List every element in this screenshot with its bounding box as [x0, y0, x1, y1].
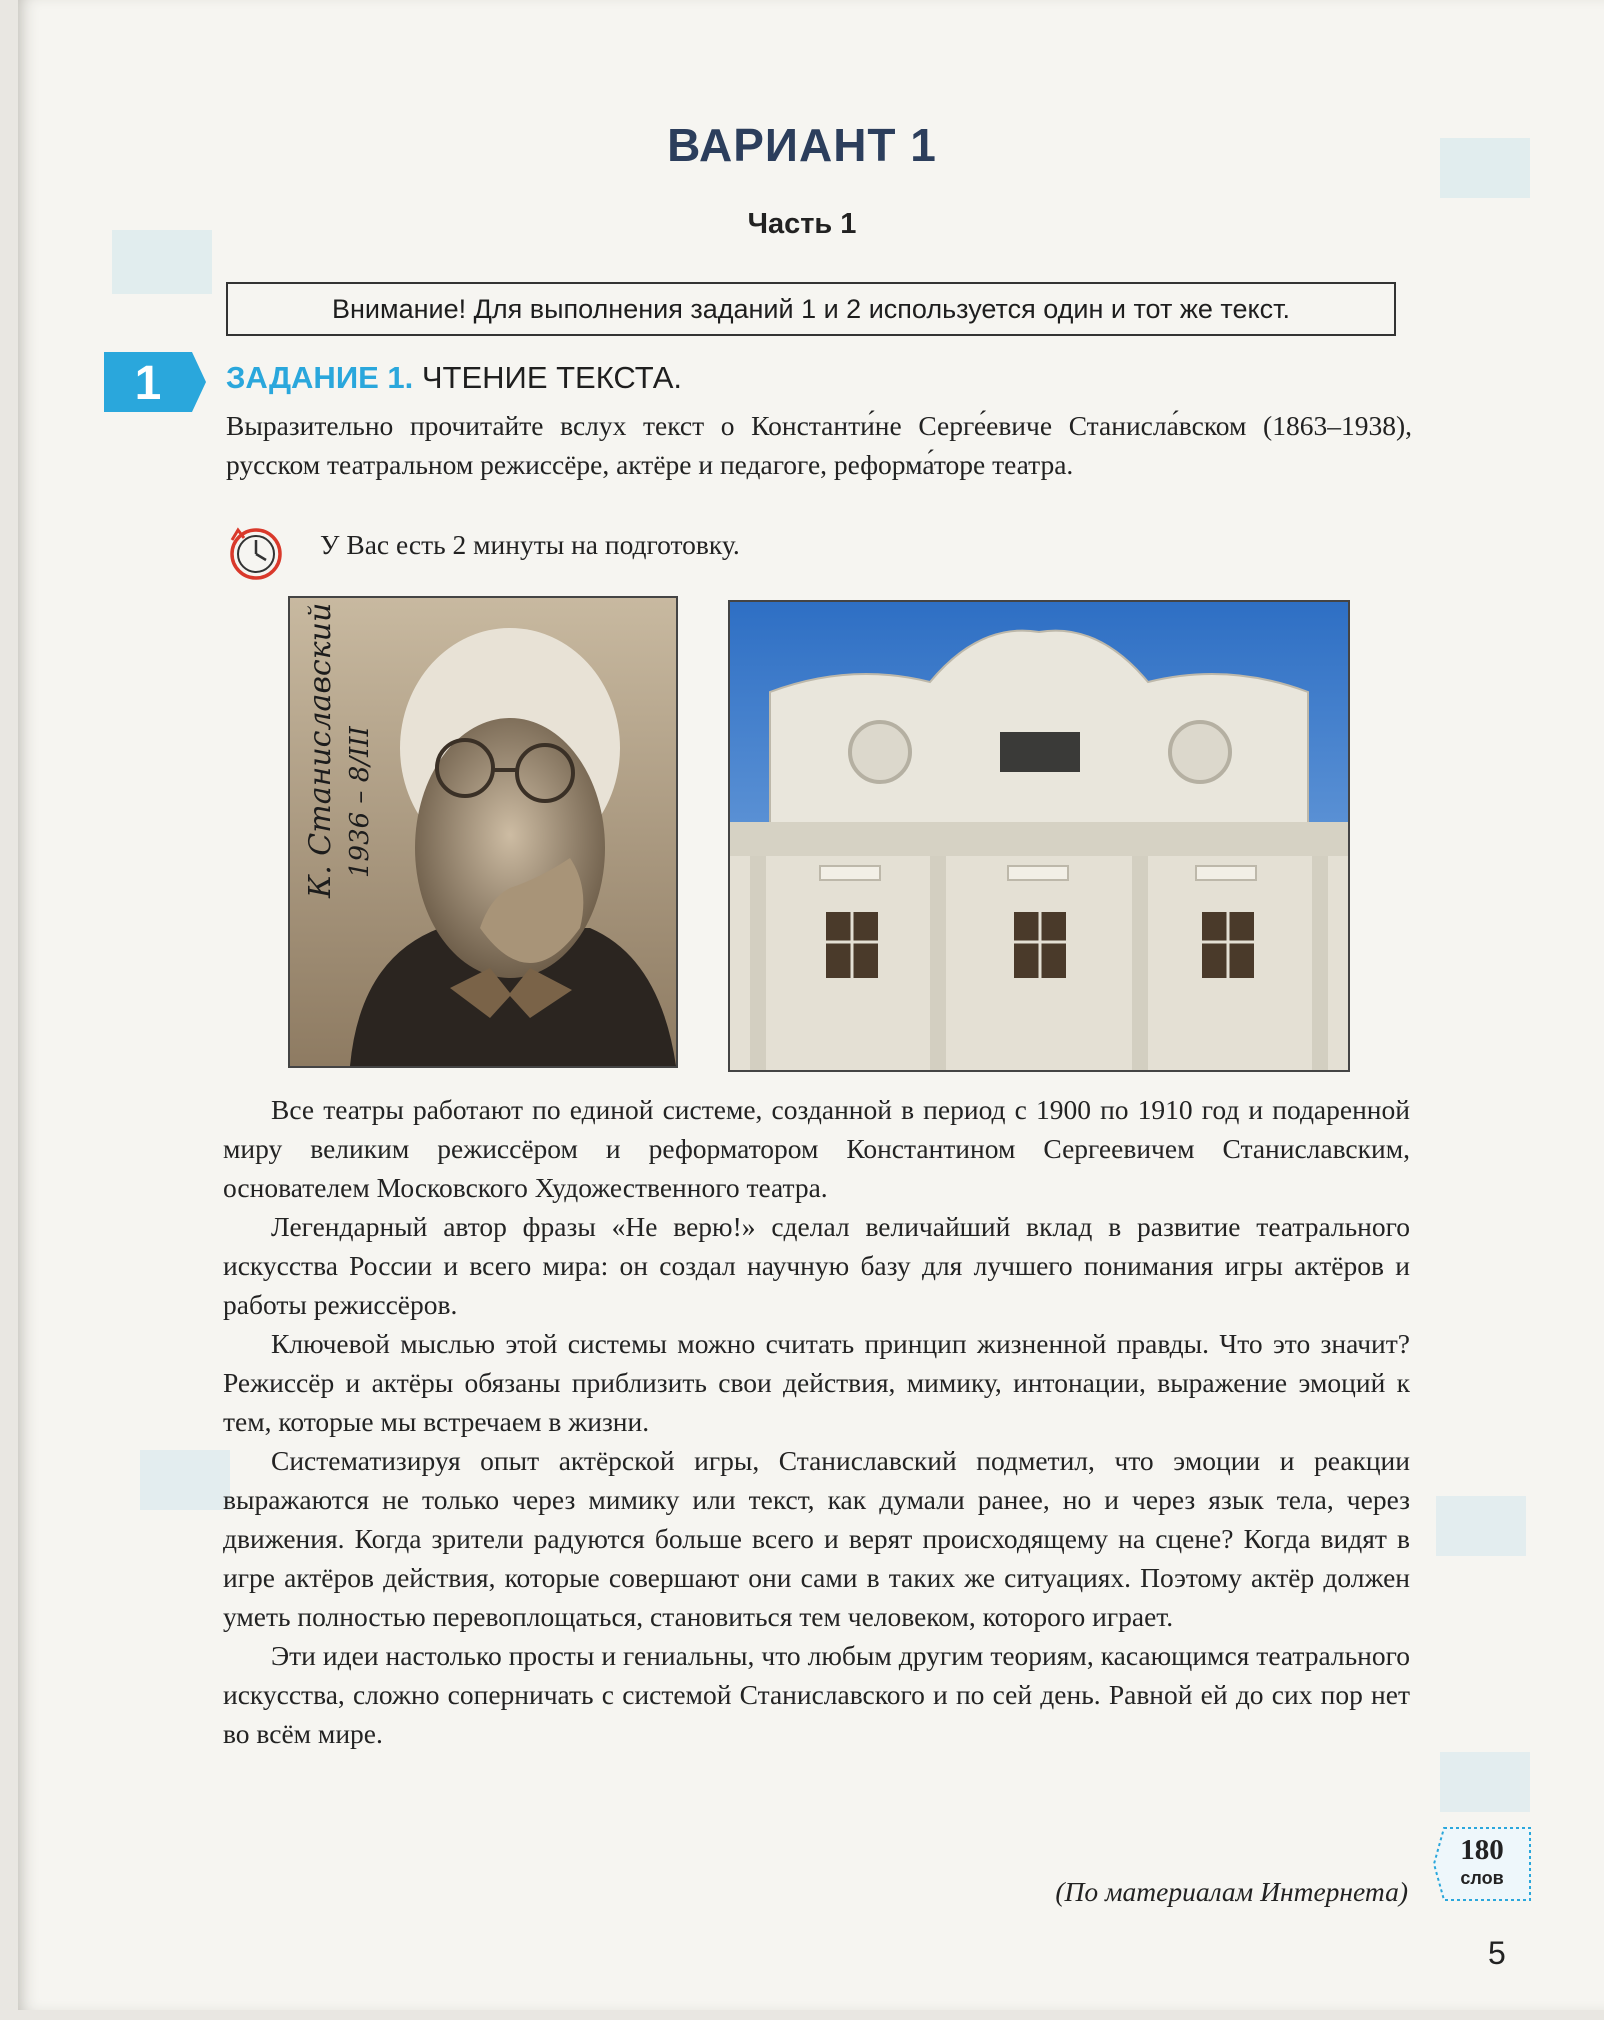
page-number: 5: [1488, 1935, 1506, 1971]
task-number-badge: [104, 352, 206, 412]
paragraph: Ключевой мыслью этой системы можно считать принцип жизненной правды. Что это значит? Режиссёр и актёры обязаны приблизить свои действия, мимику, интонации, выражение эмоций к тем, которые мы встречаем в жизни.: [223, 1328, 1410, 1437]
task-intro: Выразительно прочитайте вслух текст о Константи́не Серге́евиче Станисла́вском (1863–1938), русском театральном режиссёре, актёре и педагоге, реформа́торе театра.: [226, 410, 1412, 480]
theatre-facade-photo: [728, 600, 1350, 1072]
portrait-image: [290, 598, 676, 1066]
paragraph: Легендарный автор фразы «Не верю!» сделал величайший вклад в развитие театрального искусства России и всего мира: он создал научную базу для лучшего понимания игры актёров и работы режиссёров.: [223, 1211, 1410, 1320]
word-count-label: слов: [1460, 1868, 1504, 1888]
prep-time-text: У Вас есть 2 минуты на подготовку.: [320, 529, 740, 560]
task-number: 1: [134, 357, 162, 410]
portrait-photo: [288, 596, 678, 1068]
task-title: [226, 360, 682, 396]
source-attribution: (По материалам Интернета): [1055, 1876, 1408, 1907]
signature-line-1: К. Станиславский: [303, 602, 338, 898]
clock-icon: [226, 522, 290, 582]
task-name: ЧТЕНИЕ ТЕКСТА.: [421, 360, 682, 395]
part-title: Часть 1: [747, 208, 857, 240]
paragraph: Систематизируя опыт актёрской игры, Станиславский подметил, что эмоции и реакции выражаются не только через мимику или текст, как думали ранее, но и через язык тела, через движения. Когда зрители радуются больше всего и верят происходящему на сцене? Когда видят в игре актёров действия, которые совершают они сами в таких же ситуациях. Поэтому актёр должен уметь полностью перевоплощаться, становиться тем человеком, которого играет.: [223, 1445, 1410, 1632]
word-count-number: 180: [1460, 1834, 1504, 1866]
task-label: ЗАДАНИЕ 1.: [226, 360, 414, 395]
reading-text: [223, 1090, 1410, 1753]
paragraph: Эти идеи настолько просты и гениальны, что любым другим теориям, касающимся театрального искусства, сложно соперничать с системой Станиславского и по сей день. Равной ей до сих пор нет во всём мире.: [223, 1640, 1410, 1749]
notice-box: Внимание! Для выполнения заданий 1 и 2 используется один и тот же текст.: [226, 282, 1396, 336]
paragraph: Все театры работают по единой системе, созданной в период с 1900 по 1910 год и подаренной миру великим режиссёром и реформатором Константином Сергеевичем Станиславским, основателем Московского Художественного театра.: [223, 1094, 1410, 1203]
theatre-image: [730, 602, 1348, 1070]
signature-line-2: 1936 – 8/III: [345, 726, 375, 878]
variant-title: ВАРИАНТ 1: [667, 119, 937, 171]
